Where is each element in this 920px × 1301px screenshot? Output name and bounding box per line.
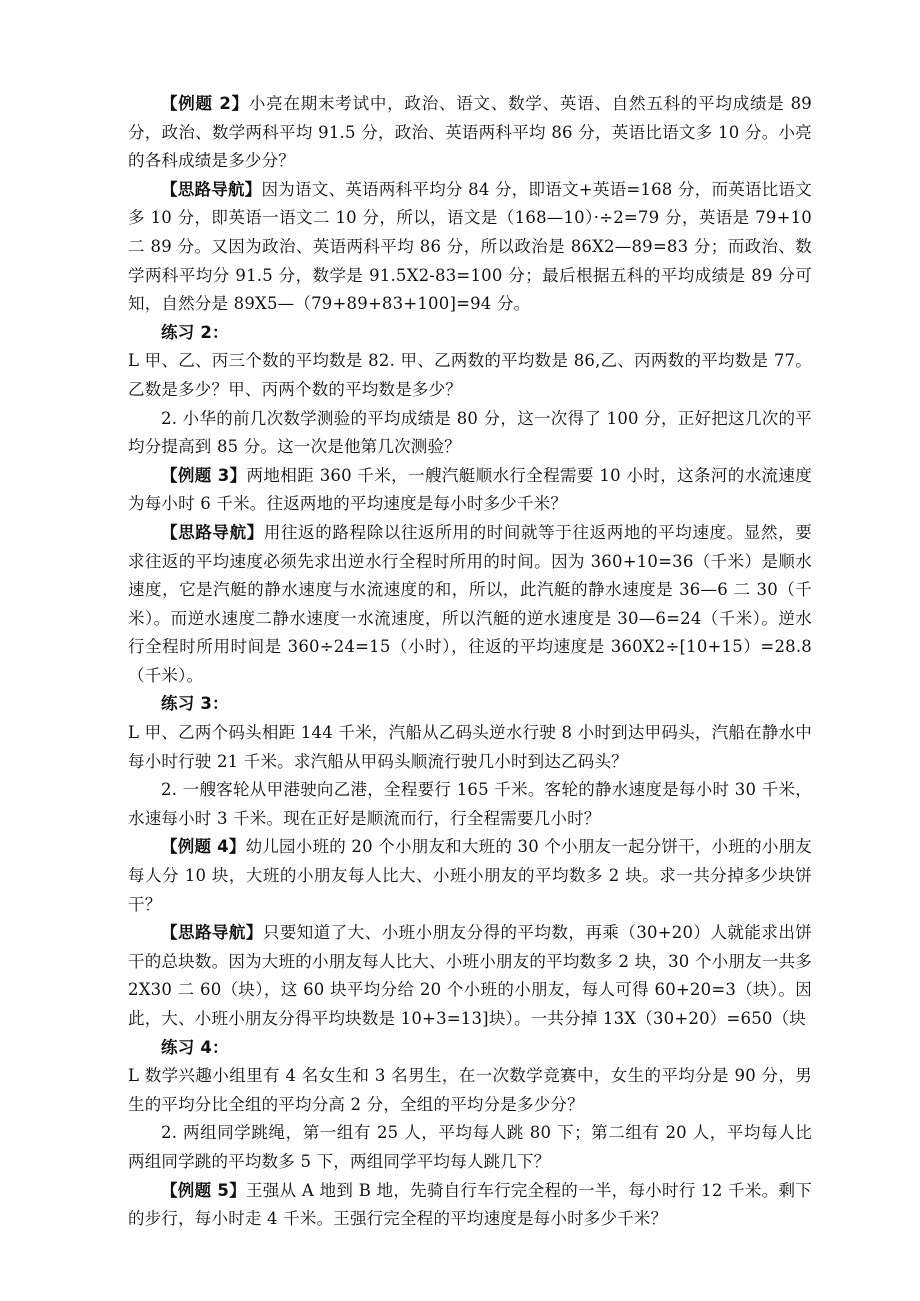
solution-3-label: 【思路导航】 [161,522,264,542]
example-3-label: 【例题 3】 [161,465,247,485]
example-5-text: 王强从 A 地到 B 地，先骑自行车行完全程的一半，每小时行 12 千米。剩下的步行，每小时走 4 千米。王强行完全程的平均速度是每小时多少千米？ [128,1180,812,1229]
example-2-question [128,90,812,176]
example-4-label: 【例题 4】 [161,837,246,857]
exercise-2-item-1: L 甲、乙、丙三个数的平均数是 82. 甲、乙两数的平均数是 86,乙、丙两数的平均数是 77。乙数是多少？甲、丙两个数的平均数是多少？ [128,351,812,399]
exercise-4-item-2: 2. 两组同学跳绳，第一组有 25 人，平均每人跳 80 下；第二组有 20 人，平均每人比两组同学跳的平均数多 5 下，两组同学平均每人跳几下？ [128,1123,812,1171]
example-4-text: 幼儿园小班的 20 个小朋友和大班的 30 个小朋友一起分饼干，小班的小朋友每人分 10 块，大班的小朋友每人比大、小班小朋友的平均数多 2 块。求一共分掉多少块饼干？ [128,837,812,914]
example-2-label: 【例题 2】 [161,94,249,113]
exercise-2-heading: 练习 2： [161,322,229,342]
example-2-text: 小亮在期末考试中，政治、语文、数学、英语、自然五科的平均成绩是 89 分，政治、数学两科平均 91.5 分，政治、英语两科平均 86 分，英语比语文多 10 分。小亮的各科成绩是多少分？ [128,94,812,171]
example-5-label: 【例题 5】 [161,1180,246,1200]
solution-4-text: 只要知道了大、小班小朋友分得的平均数，再乘（30+20）人就能求出饼干的总块数。因为大班的小朋友每人比大、小班小朋友的平均数多 2 块，30 个小朋友一共多 2X30 二 60（块），这 60 块平均分给 20 个小班的小朋友，每人可得 60+20=3（块）。因此，大、小班小朋友分得平均块数是 10+3=13]块）。一共分掉 13X（30+20）=650（块 [128,923,812,1028]
solution-2-text: 因为语文、英语两科平均分 84 分，即语文+英语=168 分，而英语比语文多 10 分，即英语一语文二 10 分，所以，语文是（168—10）·÷2=79 分，英语是 79+10 二 89 分。又因为政治、英语两科平均 86 分，所以政治是 86X2—89=83 分；而政治、数学两科平均分 91.5 分，数学是 91.5X2-83=100 分；最后根据五科的平均成绩是 89 分可知，自然分是 89X5—（79+89+83+100]=94 分。 [128,179,813,314]
exercise-2-item-2: 2. 小华的前几次数学测验的平均成绩是 80 分，这一次得了 100 分，正好把这几次的平均分提高到 85 分。这一次是他第几次测验？ [128,408,812,457]
solution-2-label: 【思路导航】 [161,179,262,199]
example-3-text: 两地相距 360 千米，一艘汽艇顺水行全程需要 10 小时，这条河的水流速度为每小时 6 千米。往返两地的平均速度是每小时多少千米？ [128,465,812,514]
example-4-solution [128,919,812,1033]
example-2-solution [128,176,812,319]
exercise-3-heading: 练习 3： [161,694,229,714]
example-4-question [128,833,812,919]
exercise-3-item-2: 2. 一艘客轮从甲港驶向乙港，全程要行 165 千米。客轮的静水速度是每小时 30 千米，水速每小时 3 千米。现在正好是顺流而行，行全程需要几小时？ [128,780,812,828]
example-3-solution [128,519,812,691]
exercise-4-item-1: L 数学兴趣小组里有 4 名女生和 3 名男生，在一次数学竞赛中，女生的平均分是 90 分，男生的平均分比全组的平均分高 2 分，全组的平均分是多少分？ [128,1066,812,1114]
exercise-4-heading: 练习 4： [161,1037,229,1057]
example-3-question [128,462,812,519]
exercise-3-item-1: L 甲、乙两个码头相距 144 千米，汽船从乙码头逆水行驶 8 小时到达甲码头，汽船在静水中每小时行驶 21 千米。求汽船从甲码头顺流行驶几小时到达乙码头？ [128,723,812,771]
solution-3-text: 用往返的路程除以往返所用的时间就等于往返两地的平均速度。显然，要求往返的平均速度必须先求出逆水行全程时所用的时间。因为 360+10=36（千米）是顺水速度，它是汽艇的静水速度与水流速度的和，所以，此汽艇的静水速度是 36—6 二 30（千米）。而逆水速度二静水速度一水流速度，所以汽艇的逆水速度是 30—6=24（千米）。逆水行全程时所用时间是 360÷24=15（小时），往返的平均速度是 360X2÷[10+15）=28.8（千米）。 [128,522,812,685]
example-5-question [128,1177,812,1234]
solution-4-label: 【思路导航】 [161,923,263,943]
